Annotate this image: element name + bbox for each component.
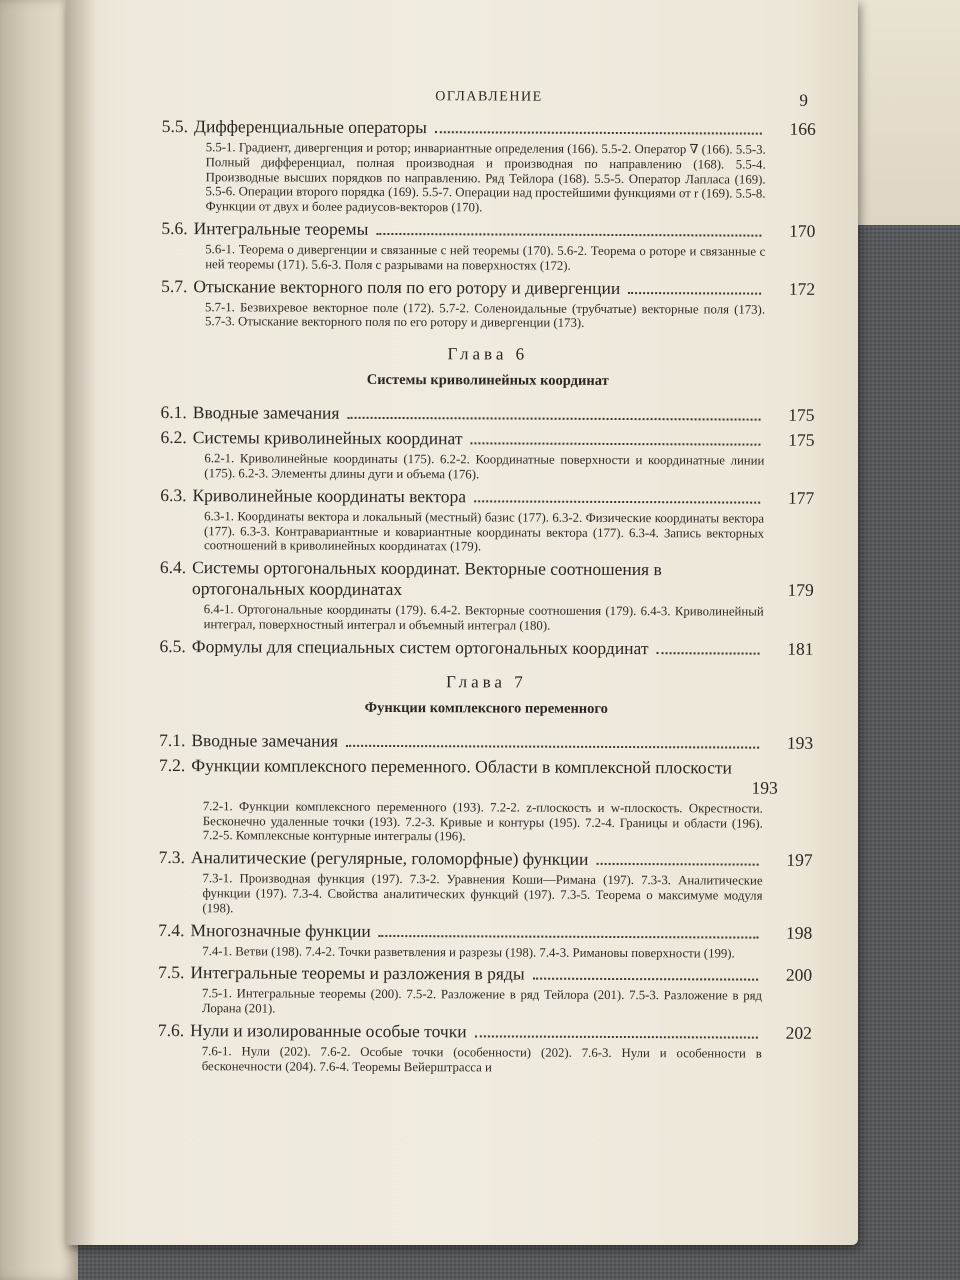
page-number: 9 [799, 90, 808, 110]
section-page-number: 197 [786, 849, 813, 870]
section-number: 7.1. [159, 729, 186, 750]
dot-leader [470, 443, 760, 446]
subsection-list: 6.2-1. Криволинейные координаты (175). 6.2-2. Координатные поверхности и координатные линии (175). 6.2-3. Элементы длины дуги и объема (176). [204, 451, 765, 482]
section-number: 5.6. [161, 217, 188, 239]
toc-entry [160, 636, 814, 660]
subsection-list: 7.5-1. Интегральные теоремы (200). 7.5-2. Разложение в ряд Тейлора (201). 7.5-3. Разложение в ряд Лорана (201). [201, 986, 763, 1016]
toc-entry-heading [162, 116, 816, 140]
dot-leader [657, 652, 760, 654]
dot-leader [475, 1035, 758, 1038]
toc-entry [158, 920, 812, 962]
section-title: Отыскание векторного поля по его ротору и дивергенции [193, 275, 621, 298]
dot-leader [474, 500, 760, 503]
subsection-list: 7.2-1. Функции комплексного переменного (193). 7.2-2. z-плоскость и w-плоскость. Окрестности. Бесконечно удаленные точки (193). 7.2-3. Кривые и контуры (195). 7.2-4. Границы и области (196). 7.2-5. Комплексные контурные интегралы (196). [202, 798, 763, 844]
section-number: 5.7. [161, 275, 188, 296]
subsection-list: 5.7-1. Безвихревое векторное поле (172). 5.7-2. Соленоидальные (трубчатые) векторные поля (173). 5.7-3. Отыскание векторного поля по его ротору и дивергенции (173). [204, 299, 766, 331]
dot-leader [533, 978, 759, 981]
section-title: Системы криволинейных координат [192, 427, 463, 449]
dot-leader [346, 745, 759, 749]
section-title: Системы ортогональных координат. Векторные соотношения в ортогональных координатах [192, 557, 662, 600]
toc-entry-heading [160, 557, 814, 602]
toc-entry-heading [158, 962, 812, 986]
subsection-list: 5.6-1. Теорема о дивергенции и связанные с ней теоремы (170). 5.6-2. Теорема о роторе и связанные с ней теоремы (171). 5.6-3. Поля с разрывами на поверхностях (172). [205, 242, 766, 273]
section-title: Функции комплексного переменного. Области в комплексной плоскости [191, 754, 732, 778]
chapter-title: Функции комплексного переменного [364, 699, 608, 717]
toc-entry [160, 485, 814, 556]
toc-entry-heading [160, 636, 814, 660]
section-number: 6.4. [159, 557, 187, 578]
toc-entry [159, 755, 813, 846]
toc-entry [158, 847, 812, 918]
section-number: 6.5. [159, 635, 186, 656]
section-number: 7.4. [158, 919, 185, 940]
dot-leader [596, 863, 758, 866]
toc-entry-heading [160, 427, 814, 451]
toc-entry [158, 1020, 812, 1076]
section-page-number: 170 [789, 220, 816, 241]
section-title: Многозначные функции [190, 919, 371, 941]
section-page-number: 202 [785, 1022, 812, 1043]
dot-leader [376, 233, 761, 237]
dot-leader [628, 292, 761, 295]
dot-leader [379, 934, 759, 938]
toc-entry-heading [161, 276, 815, 300]
section-title: Аналитические (регулярные, голоморфные) функции [190, 847, 589, 870]
section-number: 7.3. [158, 847, 185, 868]
section-number: 6.2. [160, 427, 187, 448]
section-title: Нули и изолированные особые точки [190, 1020, 467, 1042]
chapter-label: Глава 7 [446, 671, 527, 692]
section-page-number: 193 [786, 732, 814, 753]
table-of-contents [158, 88, 816, 1080]
section-title: Дифференциальные операторы [194, 116, 427, 138]
section-number: 5.5. [161, 115, 189, 137]
section-page-number: 193 [751, 777, 778, 798]
section-page-number: 166 [789, 118, 816, 139]
toc-entry [159, 730, 813, 754]
subsection-list: 7.3-1. Производная функция (197). 7.3-2. Уравнения Коши—Римана (197). 7.3-3. Аналитические функции (197). 7.3-4. Свойства аналитических функций (197). 7.3-5. Теорема о максимуме модуля (198). [202, 871, 763, 916]
section-number: 7.2. [159, 754, 186, 775]
section-page-number: 177 [787, 487, 815, 508]
running-header-title: ОГЛАВЛЕНИЕ [435, 89, 543, 105]
section-number: 6.3. [160, 484, 187, 505]
toc-entry [161, 116, 815, 217]
toc-entry [160, 427, 814, 483]
section-page-number: 179 [787, 579, 814, 601]
toc-entry-heading [161, 218, 815, 242]
subsection-list: 7.4-1. Ветви (198). 7.4-2. Точки разветвления и разрезы (198). 7.4-3. Римановы поверхности (199). [202, 943, 735, 961]
subsection-list: 7.6-1. Нули (202). 7.6-2. Особые точки (особенности) (202). 7.6-3. Нули и особенности в бесконечности (204). 7.6-4. Теоремы Вейерштрасса и [201, 1044, 762, 1075]
section-number: 7.5. [158, 962, 185, 983]
running-header [162, 88, 816, 119]
book-page [66, 0, 858, 1245]
dot-leader [435, 131, 762, 134]
section-title: Интегральные теоремы и разложения в ряды [190, 962, 525, 984]
toc-entry-heading [158, 920, 812, 944]
chapter-title: Системы криволинейных координат [366, 372, 609, 390]
toc-entry-heading [158, 1020, 812, 1044]
section-page-number: 175 [788, 404, 815, 426]
section-page-number: 200 [785, 965, 813, 986]
section-title: Вводные замечания [191, 729, 339, 751]
toc-entry-heading [159, 847, 813, 871]
toc-entry-heading [161, 402, 815, 426]
section-page-number: 181 [787, 638, 814, 659]
chapter-label: Глава 6 [447, 344, 529, 364]
toc-entry-heading [160, 485, 814, 509]
toc-entry [160, 557, 814, 634]
section-title: Криволинейные координаты вектора [192, 484, 467, 507]
section-title: Интегральные теоремы [193, 218, 369, 239]
section-page-number: 198 [786, 922, 813, 943]
page-gutter-shadow [66, 0, 96, 1245]
toc-entry [158, 962, 812, 1018]
toc-entry-heading [159, 755, 813, 799]
section-page-number: 172 [788, 278, 816, 299]
toc-entry [161, 276, 815, 332]
toc-entry [161, 218, 815, 274]
section-page-number: 175 [788, 429, 815, 451]
section-number: 7.6. [157, 1019, 185, 1041]
section-title: Формулы для специальных систем ортогональных координат [191, 635, 649, 658]
dot-leader [347, 417, 760, 421]
subsection-list: 6.3-1. Координаты вектора и локальный (местный) базис (177). 6.3-2. Физические координаты вектора (177). 6.3-3. Контравариантные и ковариантные координаты вектора (177). 6.3-4. Запись векторных соотношений в криволинейных координатах (179). [203, 508, 765, 554]
toc-entry [161, 402, 815, 426]
subsection-list: 6.4-1. Ортогональные координаты (179). 6.4-2. Векторные соотношения (179). 6.4-3. Криволинейный интеграл, поверхностный интеграл и объемный интеграл (180). [203, 602, 764, 633]
section-title: Вводные замечания [192, 402, 340, 423]
section-number: 6.1. [160, 402, 187, 423]
toc-entry-heading [159, 730, 813, 754]
subsection-list: 5.5-1. Градиент, дивергенция и ротор; инвариантные определения (166). 5.5-2. Оператор ∇ (166). 5.5-3. Полный дифференциал, полная производная и производная по направлению (168). 5.5-4. Производные высших порядков по направлению. Ряд Тейлора (168). 5.5-5. Оператор Лапласа (169). 5.5-6. Операции второго порядка (169). 5.5-7. Операции над простейшими функциями от r (169). 5.5-8. Функции от двух и более радиусов-векторов (170). [205, 140, 766, 215]
